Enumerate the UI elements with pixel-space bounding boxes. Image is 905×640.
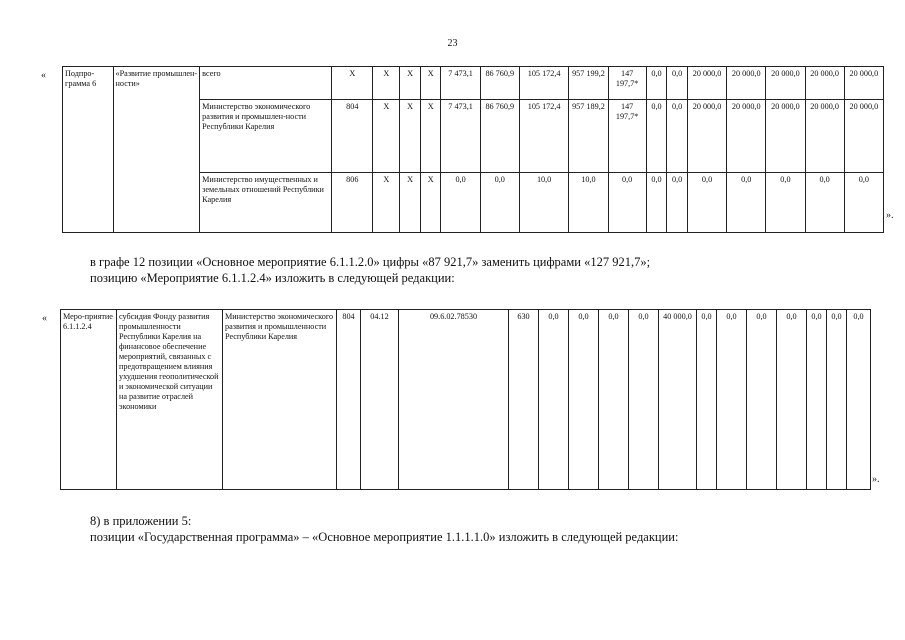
table-cell: 10,0 [569,173,608,233]
table-cell: 0,0 [667,100,688,173]
table-cell: 0,0 [629,310,659,490]
table-cell: 0,0 [539,310,569,490]
table-cell: 20 000,0 [687,100,726,173]
table-cell: 0,0 [847,310,871,490]
table-cell: субсидия Фонду развития промышленности Республики Карелия на финансовое обеспечение мероприятий, связанных с предотвращением влияния ухудшения геополитической и экономической ситуации на развитие отраслей экономики [117,310,223,490]
table-cell: X [420,67,441,100]
table-cell: 0,0 [667,67,688,100]
table-cell: 20 000,0 [844,67,883,100]
table-cell: X [400,100,421,173]
table-cell: 20 000,0 [687,67,726,100]
paragraph-1 [90,254,650,286]
table-cell: 86 760,9 [480,67,519,100]
table-cell: 20 000,0 [805,67,844,100]
table-cell: 957 199,2 [569,67,608,100]
table-cell: 86 760,9 [480,100,519,173]
table-cell: 0,0 [646,100,667,173]
table-cell: 0,0 [480,173,519,233]
table-cell: 20 000,0 [727,67,766,100]
table-cell: 10,0 [519,173,569,233]
table-cell: 0,0 [844,173,883,233]
table-cell: 0,0 [599,310,629,490]
table-cell: 20 000,0 [844,100,883,173]
table-cell: 105 172,4 [519,67,569,100]
paragraph-2-line-1: 8) в приложении 5: [90,514,192,528]
table-cell: 0,0 [805,173,844,233]
paragraph-2-line-2: позиции «Государственная программа» – «Основное мероприятие 1.1.1.1.0» изложить в следующей редакции: [90,530,679,544]
table-cell: Министерство имущественных и земельных отношений Республики Карелия [200,173,332,233]
table-cell: X [373,100,400,173]
close-quote-1: ». [886,210,894,221]
table-cell: 0,0 [807,310,827,490]
table-subprogram-6 [62,66,884,233]
table-cell: X [420,173,441,233]
table-cell: 0,0 [441,173,480,233]
table-cell: 0,0 [697,310,717,490]
table-cell: 806 [332,173,373,233]
table-cell: 40 000,0 [659,310,697,490]
table-cell: 7 473,1 [441,100,480,173]
table-cell: X [332,67,373,100]
table-cell: 7 473,1 [441,67,480,100]
table-cell: Министерство экономического развития и промышлен-ности Республики Карелия [200,100,332,173]
table-cell: 0,0 [667,173,688,233]
subprogram-label: Подпро-грамма 6 [63,67,114,233]
table-cell: 0,0 [569,310,599,490]
paragraph-1-line-2: позицию «Мероприятие 6.1.1.2.4» изложить в следующей редакции: [90,271,455,285]
table-cell: X [400,173,421,233]
table-cell: 105 172,4 [519,100,569,173]
table-row [63,67,884,100]
table-cell: Меро-приятие 6.1.1.2.4 [61,310,117,490]
close-quote-2: ». [872,474,880,485]
table-cell: 147 197,7* [608,67,646,100]
table-cell: 0,0 [747,310,777,490]
table-cell: 20 000,0 [727,100,766,173]
table-cell: X [373,67,400,100]
table-cell: 20 000,0 [805,100,844,173]
table-cell: 147 197,7* [608,100,646,173]
table-cell: X [400,67,421,100]
table-cell: 0,0 [777,310,807,490]
table-cell: 0,0 [646,173,667,233]
table-cell: 0,0 [687,173,726,233]
table-cell: Министерство экономического развития и промышленности Республики Карелия [223,310,337,490]
table-cell: 957 189,2 [569,100,608,173]
paragraph-1-line-1: в графе 12 позиции «Основное мероприятие 6.1.1.2.0» цифры «87 921,7» заменить цифрами «127 921,7»; [90,255,651,269]
table-cell: 20 000,0 [766,67,805,100]
table-cell: 804 [332,100,373,173]
table-cell: 804 [337,310,361,490]
page-number: 23 [447,38,458,49]
subprogram-name: «Развитие промышлен-ности» [113,67,200,233]
table-cell: 04.12 [361,310,399,490]
paragraph-2 [90,513,678,545]
table-cell: 0,0 [727,173,766,233]
open-quote-2: « [42,313,47,324]
table-cell: 0,0 [717,310,747,490]
table-cell: 0,0 [827,310,847,490]
table-cell: 630 [509,310,539,490]
table-cell: 09.6.02.78530 [399,310,509,490]
table-measure-6-1-1-2-4 [60,309,871,490]
table-cell: X [420,100,441,173]
table-cell: 0,0 [646,67,667,100]
table-cell: 20 000,0 [766,100,805,173]
table-row [61,310,871,490]
table-cell: 0,0 [608,173,646,233]
table-cell: всего [200,67,332,100]
open-quote-1: « [41,70,46,81]
table-cell: 0,0 [766,173,805,233]
table-cell: X [373,173,400,233]
